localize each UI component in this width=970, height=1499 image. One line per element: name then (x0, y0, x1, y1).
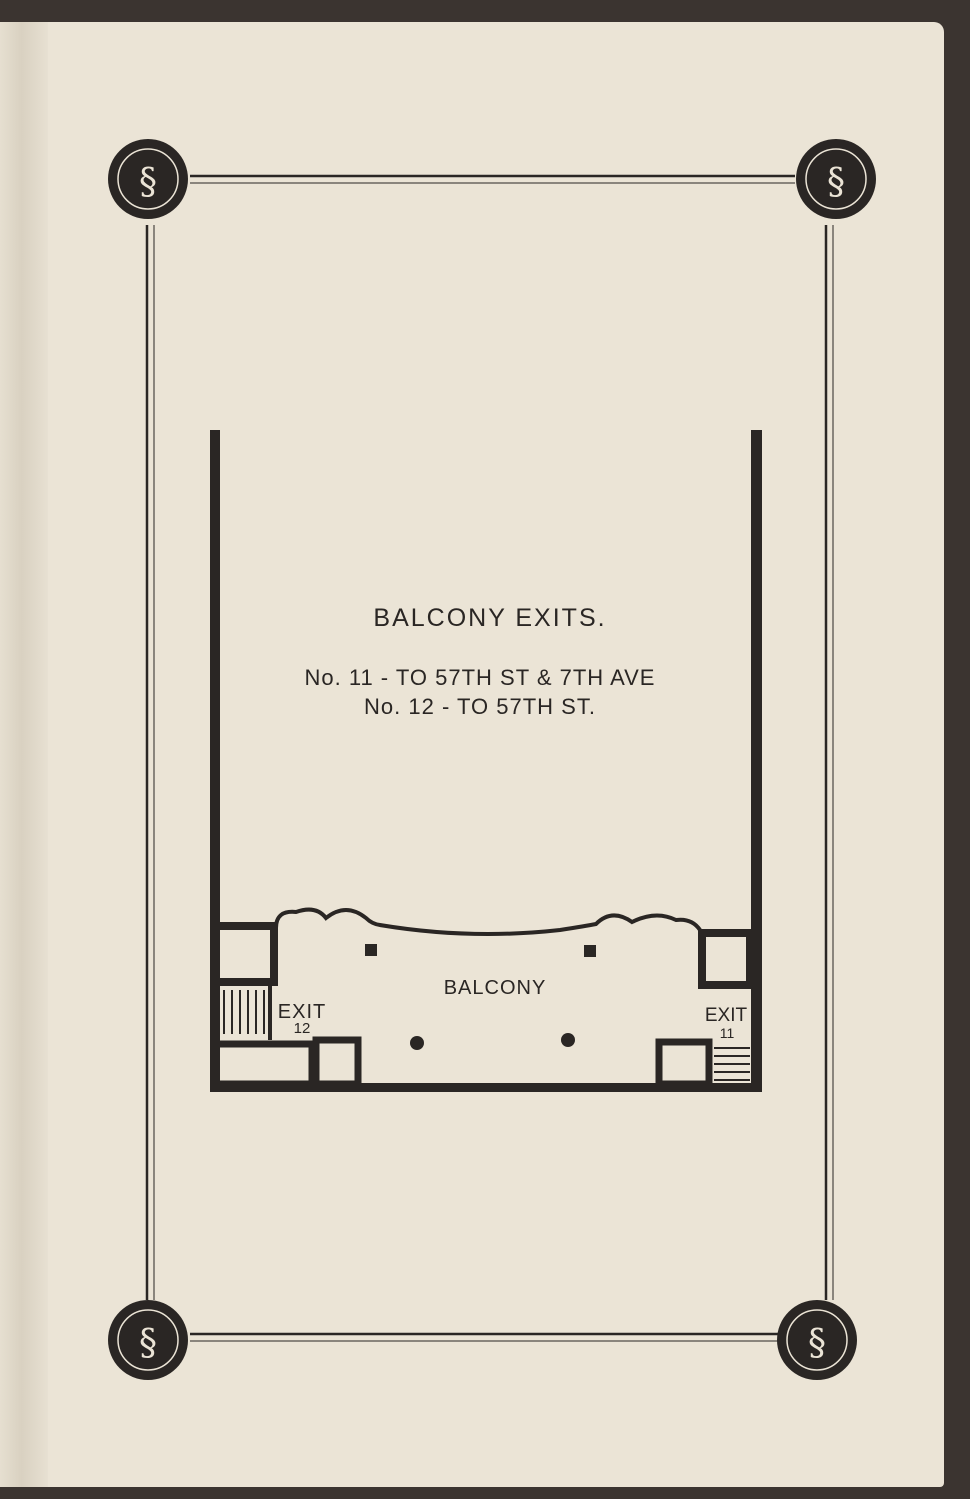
exit-11-number: 11 (719, 1025, 735, 1041)
exit-12-label: EXIT (277, 1001, 327, 1023)
corner-monogram-icon (777, 1300, 857, 1380)
exit-line-11: No. 11 - TO 57TH ST & 7TH AVE (304, 665, 656, 690)
corner-monogram-icon (796, 139, 876, 219)
exit-11-label: EXIT (704, 1005, 748, 1026)
svg-text:§: § (808, 1323, 826, 1364)
svg-text:§: § (139, 1323, 157, 1364)
page-title: BALCONY EXITS. (373, 604, 607, 632)
exit-line-12: No. 12 - TO 57TH ST. (364, 694, 596, 719)
exit-12-number: 12 (293, 1020, 311, 1037)
corner-monogram-icon (108, 139, 188, 219)
svg-text:§: § (139, 162, 157, 203)
balcony-label: BALCONY (443, 977, 547, 999)
corner-monogram-icon (108, 1300, 188, 1380)
svg-text:§: § (827, 162, 845, 203)
